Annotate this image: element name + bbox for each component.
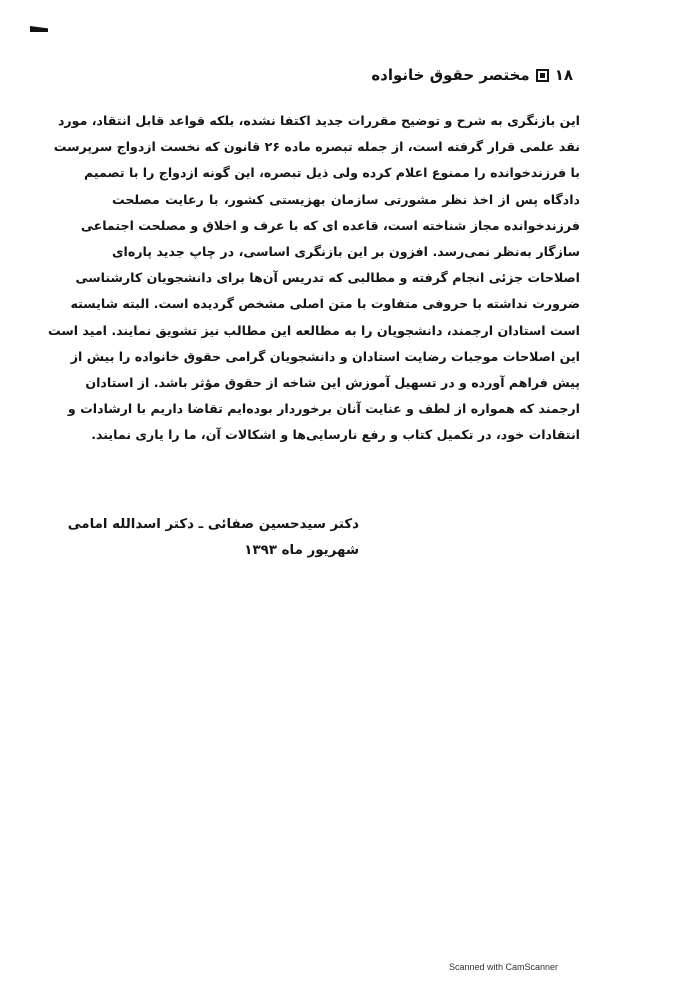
text-line: با فرزندخوانده را ممنوع اعلام کرده ولی ذیل تبصره، این گونه ازدواج را با تصمیم — [83, 165, 580, 181]
text-line: فرزندخوانده مجاز شناخته است، قاعده ای که با عرف و اخلاق و مصلحت اجتماعی — [80, 217, 580, 233]
page-header — [371, 66, 573, 84]
text-line: نقد علمی قرار گرفته است، از جمله تبصره ماده ۲۶ قانون که نخست ازدواج سرپرست — [53, 139, 580, 155]
text-line: این بازنگری به شرح و توضیح مقررات جدید اکتفا نشده، بلکه قواعد قابل انتقاد، مورد — [57, 113, 580, 128]
text-line: ضرورت نداشته با حروفی متفاوت با متن اصلی مشخص گردیده است. البته شایسته — [70, 296, 580, 312]
text-line: انتقادات خود، در تکمیل کتاب و رفع نارسایی‌ها و اشکالات آن، ما را یاری نمایند. — [91, 427, 580, 443]
text-line: ارجمند که همواره از لطف و عنایت آنان برخوردار بوده‌ایم تقاضا داریم با ارشادات و — [67, 401, 580, 417]
page-number: ۱۸ — [554, 66, 573, 84]
text-line: پیش فراهم آورده و در تسهیل آموزش این شاخه از حقوق مؤثر باشد. از استادان — [85, 375, 580, 391]
text-line: دادگاه پس از اخذ نظر مشورتی سازمان بهزیستی کشور، با رعایت مصلحت — [112, 191, 580, 207]
text-line: اصلاحات جزئی انجام گرفته و مطالبی که تدریس آن‌ها برای دانشجویان کارشناسی — [75, 270, 580, 286]
signature-date: شهریور ماه ۱۳۹۳ — [244, 543, 359, 558]
body-paragraph — [48, 108, 580, 449]
text-line: این اصلاحات موجبات رضایت استادان و دانشجویان گرامی حقوق خانواده را بیش از — [70, 348, 580, 364]
author-names: دکتر سیدحسین صفائی ـ دکتر اسدالله امامی — [67, 517, 359, 532]
text-line: است استادان ارجمند، دانشجویان را به مطالعه این مطالب نیز تشویق نمایند. امید است — [48, 322, 580, 338]
signature-block — [68, 512, 359, 564]
book-title: مختصر حقوق خانواده — [371, 66, 530, 84]
text-line: سازگار به‌نظر نمی‌رسد. افزون بر این بازنگری اساسی، در چاپ جدید پاره‌ای — [112, 244, 580, 260]
scanner-watermark: Scanned with CamScanner — [449, 962, 559, 972]
scan-edge-mark — [30, 26, 48, 32]
square-bullet-icon — [536, 69, 549, 82]
